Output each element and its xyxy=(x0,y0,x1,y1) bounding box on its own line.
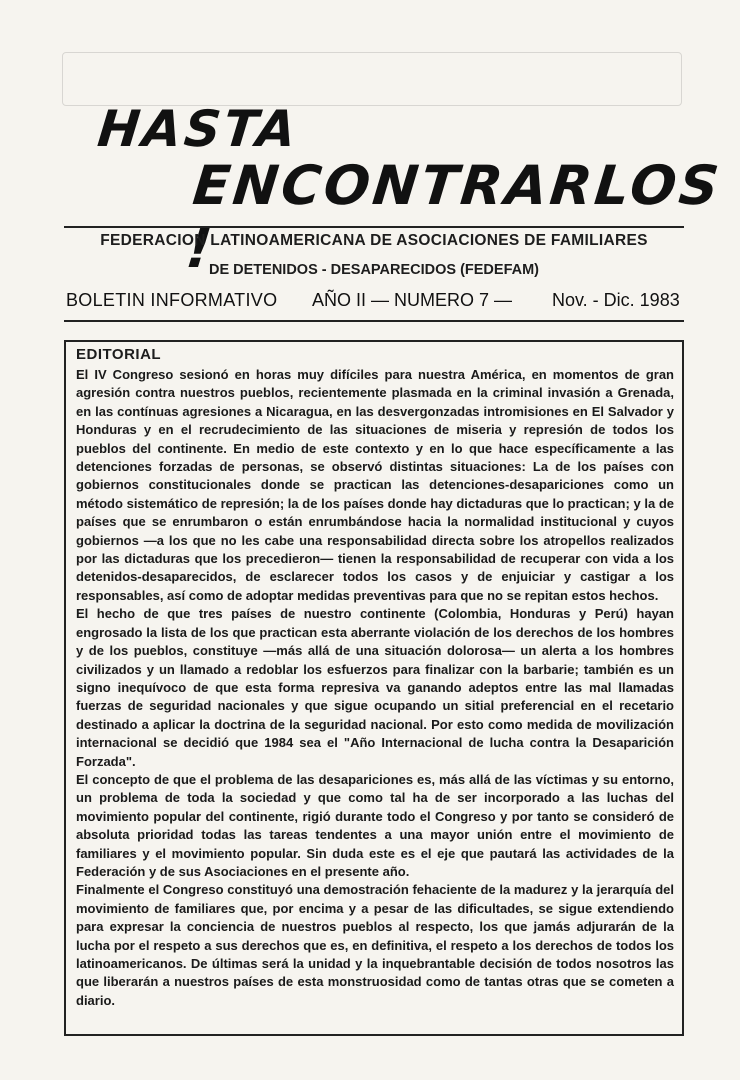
editorial-paragraph: El hecho de que tres países de nuestro continente (Colombia, Honduras y Perú) hayan engrosado la lista de los que practican esta aberrante violación de los derechos de los hombres y de los pueblos, constituye —más allá de una situación dolorosa— un alerta a los hombres civilizados y un llamado a redoblar los esfuerzos para finalizar con la barbarie; también es un signo inequívoco de que esta forma represiva va ganando adeptos entre las mal llamadas fuerzas de seguridad nacionales y que sigue ocupando un sitial preferencial en el recetario destinado a aplicar la doctrina de la seguridad nacional. Por esto como medida de movilización internacional se decidió que 1984 sea el "Año Internacional de lucha contra la Desaparición Forzada". xyxy=(76,606,674,769)
top-divider xyxy=(64,226,684,228)
bulletin-issue: AÑO II — NUMERO 7 — xyxy=(312,290,513,310)
federation-name-line2: DE DETENIDOS - DESAPARECIDOS (FEDEFAM) xyxy=(208,262,540,278)
masthead-title-line2: ENCONTRARLOS ! xyxy=(183,154,725,280)
federation-name-line1: FEDERACION LATINOAMERICANA DE ASOCIACIONES DE FAMILIARES xyxy=(100,232,648,249)
bulletin-date: Nov. - Dic. 1983 xyxy=(552,290,680,310)
editorial-paragraph: El IV Congreso sesionó en horas muy difíciles para nuestra América, en momentos de gran agresión contra nuestros pueblos, recientemente plasmada en la criminal invasión a Grenada, en las contínuas agresiones a Nicaragua, en las desvergonzadas intromisiones en El Salvador y Honduras y en el recrudecimiento de las situaciones de miseria y represión de todos los pueblos del continente. En medio de este contexto y en lo que hace específicamente a las detenciones forzadas de personas, se observó distintas situaciones: La de los países con gobiernos constitucionales donde se practican las detenciones-desapariciones como un método sistemático de represión; la de los países donde hay dictaduras que lo practican; y la de países que se enrumbaron o están enrumbándose hacia la normalidad institucional y cuyos gobiernos —a los que no les cabe una responsabilidad directa sobre los atropellos realizados por las dictaduras que los precedieron— tienen la responsabilidad de recuperar con vida a los detenidos-desaparecidos, de esclarecer todos los casos y de enjuiciar y castigar a los responsables, así como de adoptar medidas preventivas para que no se repitan estos hechos. xyxy=(76,367,674,603)
editorial-paragraph: El concepto de que el problema de las desapariciones es, más allá de las víctimas y su entorno, un problema de toda la sociedad y que como tal ha de ser incorporado a las luchas del movimiento popular del continente, rigió durante todo el Congreso y por tanto se consideró de absoluta prioridad todas las tareas tendentes a una mayor unión entre el movimiento de familiares y el movimiento popular. Sin duda este es el eje que pautará las actividades de la Federación y de sus Asociaciones en el presente año. xyxy=(76,771,674,879)
bulletin-title: BOLETIN INFORMATIVO xyxy=(66,290,278,310)
faint-bleed-through-box xyxy=(62,52,682,106)
masthead-title-line1: HASTA xyxy=(94,100,302,158)
editorial-paragraph: Finalmente el Congreso constituyó una demostración fehaciente de la madurez y la jerarquía del movimiento de familiares que, por encima y a pesar de las dificultades, se sigue extendiendo para expresar la conciencia de nuestros pueblos al respecto, los que jamás adjurarán de la lucha por el respeto a sus derechos que es, en definitiva, el respeto a los derechos de todos los latinoamericanos. De últimas será la unidad y la inquebrantable decisión de todos nosotros las que liberarán a nuestros países de esta monstruosidad como de tantas otras que se cometen a diario. xyxy=(76,882,674,1008)
editorial-box xyxy=(64,340,684,1036)
editorial-heading: EDITORIAL xyxy=(76,346,162,363)
bulletin-info-row xyxy=(66,290,682,316)
bulletin-divider xyxy=(64,320,684,322)
editorial-body xyxy=(76,366,674,1010)
